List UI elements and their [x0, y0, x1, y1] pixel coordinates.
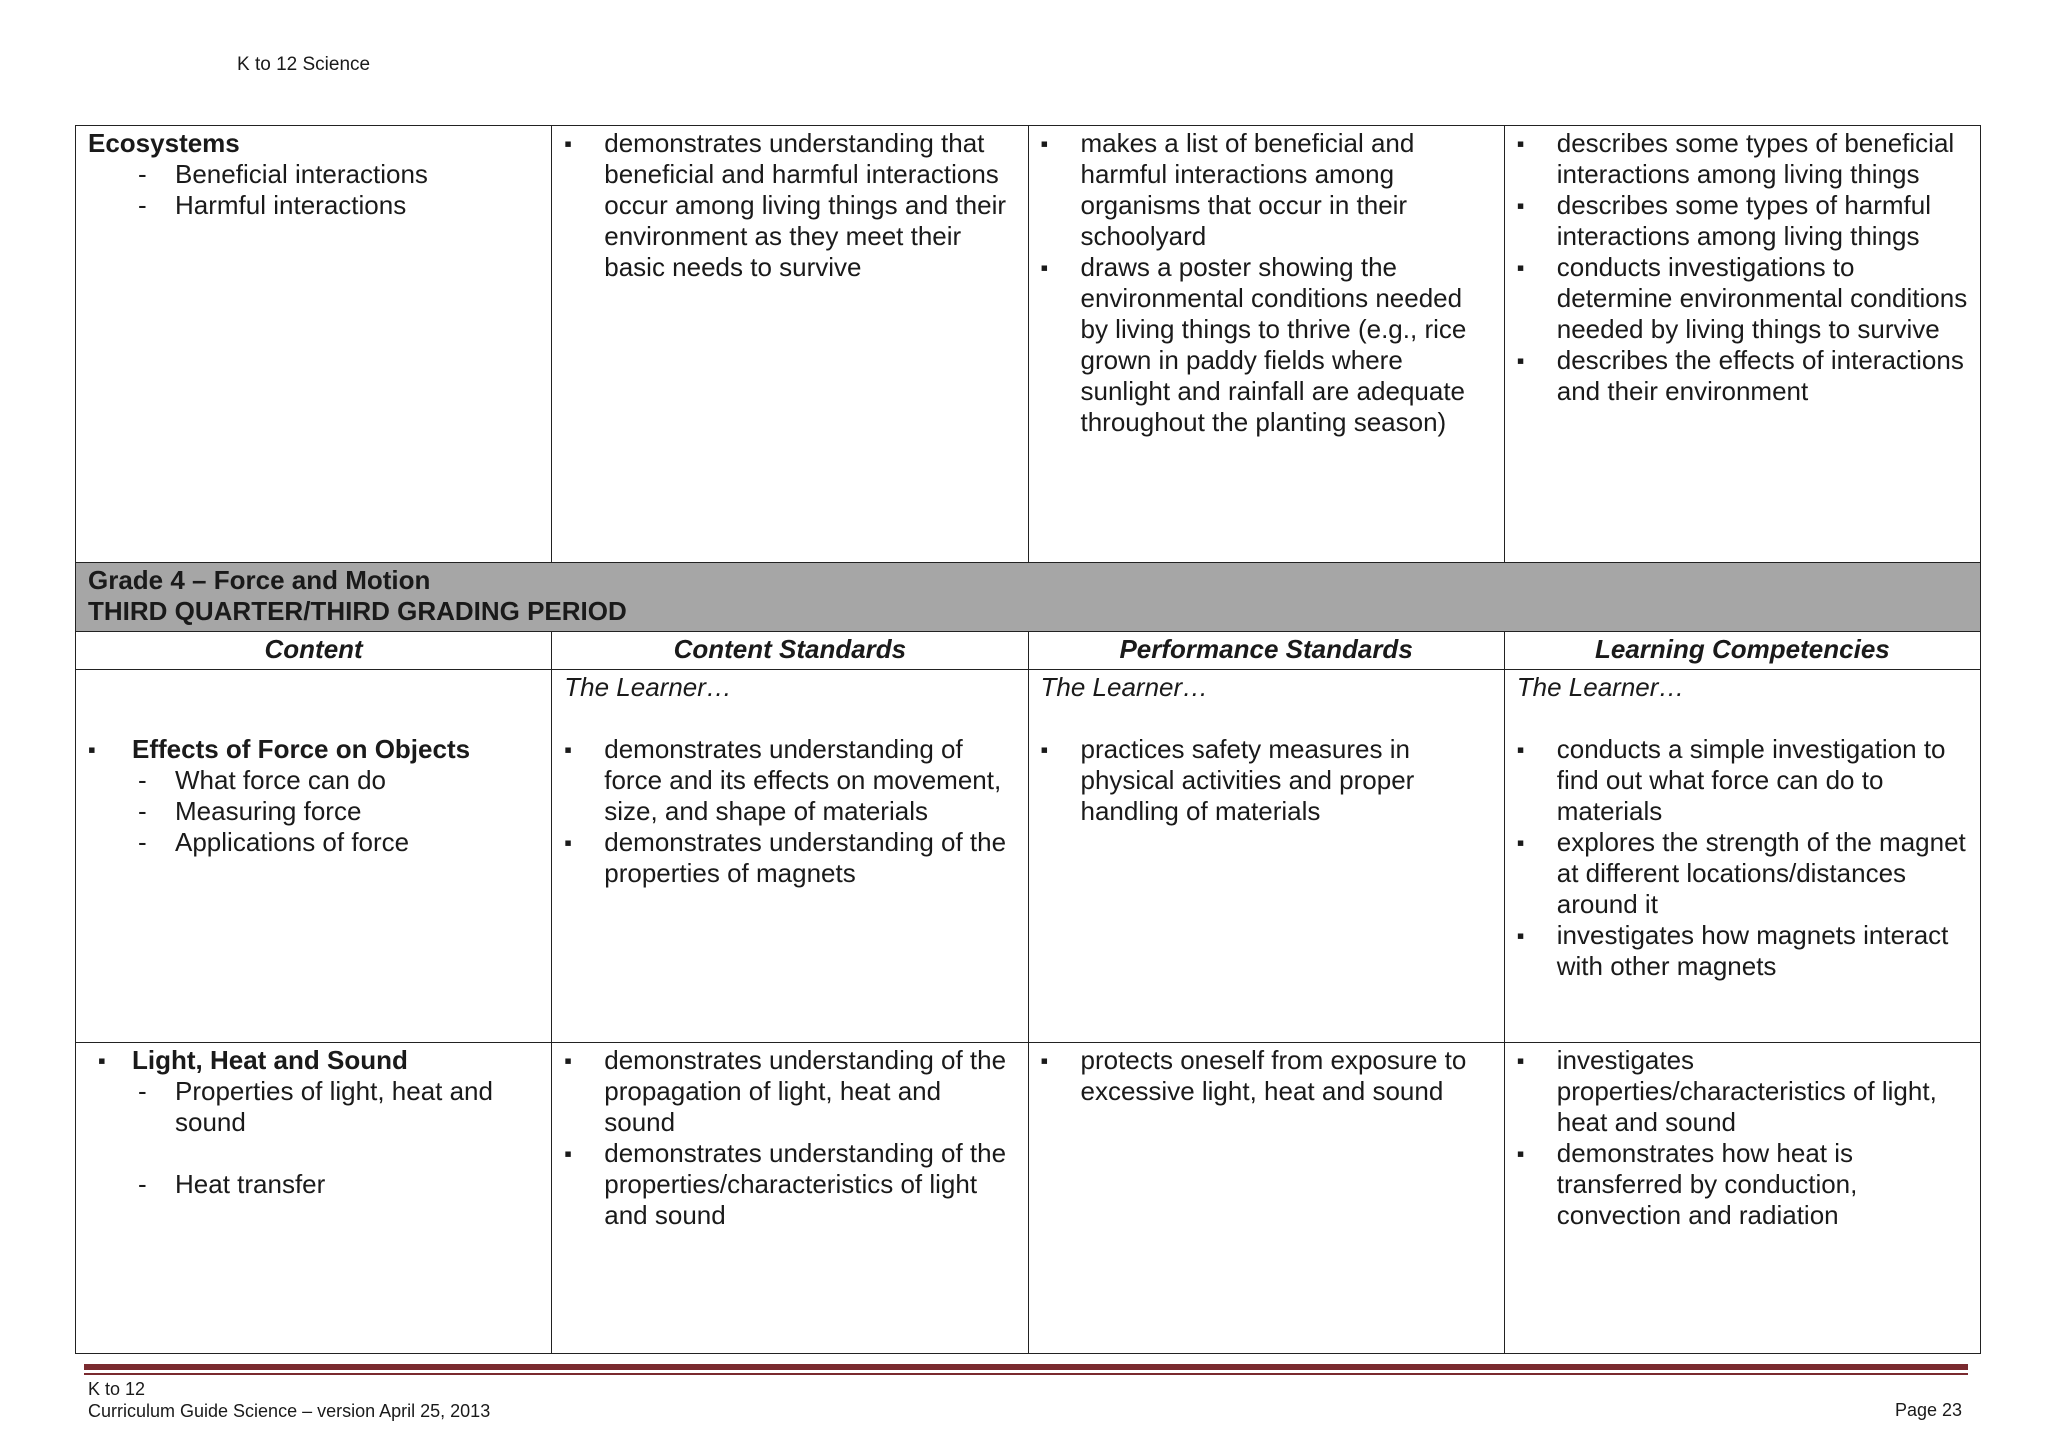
list-item: ▪ makes a list of beneficial and harmful interactions among organisms that occur in their schoolyard [1041, 128, 1492, 252]
performance-standards-list [1041, 734, 1492, 827]
list-item: ▪ demonstrates understanding of the properties of magnets [564, 827, 1015, 889]
force-content-cell [76, 670, 552, 1043]
grade-band [76, 563, 1981, 632]
force-content-standards-cell [552, 670, 1028, 1043]
light-performance-standards-cell [1028, 1043, 1504, 1354]
curriculum-table [75, 125, 1981, 1354]
light-content-standards-cell [552, 1043, 1028, 1354]
learner-label: The Learner… [1040, 672, 1209, 702]
learner-label: The Learner… [1516, 672, 1685, 702]
ecosystems-performance-standards-cell [1028, 126, 1504, 563]
list-item: ▪ demonstrates how heat is transferred by conduction, convection and radiation [1517, 1138, 1968, 1231]
competencies-list [1517, 1045, 1968, 1231]
light-row [76, 1043, 1981, 1354]
grading-period-title: THIRD QUARTER/THIRD GRADING PERIOD [88, 596, 627, 626]
learner-label: The Learner… [564, 672, 732, 702]
footer-rule-thin [84, 1373, 1968, 1375]
light-title: ▪ Light, Heat and Sound [98, 1045, 539, 1076]
column-header-row [76, 632, 1981, 670]
list-item: ▪ protects oneself from exposure to excessive light, heat and sound [1041, 1045, 1492, 1107]
list-item: ▪ investigates properties/characteristics of light, heat and sound [1517, 1045, 1968, 1138]
list-item: ▪ explores the strength of the magnet at different locations/distances around it [1517, 827, 1968, 920]
content-standards-list [564, 1045, 1015, 1231]
list-item: ▪ demonstrates understanding that beneficial and harmful interactions occur among living things and their environment as they meet their basic needs to survive [564, 128, 1015, 283]
content-standards-list [564, 128, 1015, 283]
list-item: ▪ draws a poster showing the environmental conditions needed by living things to thrive (e.g., rice grown in paddy fields where sunlight and rainfall are adequate throughout the planting season) [1041, 252, 1492, 438]
column-header: Content Standards [552, 632, 1028, 670]
force-row [76, 670, 1981, 1043]
column-header: Learning Competencies [1504, 632, 1980, 670]
grade-band-title: Grade 4 – Force and Motion [88, 565, 431, 595]
force-performance-standards-cell [1028, 670, 1504, 1043]
competencies-list [1517, 128, 1968, 407]
list-item: ▪ conducts a simple investigation to find out what force can do to materials [1517, 734, 1968, 827]
column-header: Content [76, 632, 552, 670]
grade-band-row [76, 563, 1981, 632]
list-item: ▪ describes some types of harmful interactions among living things [1517, 190, 1968, 252]
footer-version: Curriculum Guide Science – version April 25, 2013 [88, 1401, 491, 1421]
footer [88, 1378, 490, 1422]
subtopic-item: - Measuring force [138, 796, 539, 827]
footer-program: K to 12 [88, 1379, 146, 1399]
performance-standards-list [1041, 1045, 1492, 1107]
ecosystems-row [76, 126, 1981, 563]
light-topic-list [88, 1045, 539, 1076]
ecosystems-content-cell [76, 126, 552, 563]
competencies-list [1517, 734, 1968, 982]
list-item: ▪ describes some types of beneficial interactions among living things [1517, 128, 1968, 190]
subtopic-item: - Beneficial interactions [138, 159, 539, 190]
subtopic-item: - Harmful interactions [138, 190, 539, 221]
page-number: Page 23 [1895, 1400, 1963, 1420]
list-item: ▪ demonstrates understanding of the propagation of light, heat and sound [564, 1045, 1015, 1138]
ecosystems-subtopics [88, 159, 539, 221]
ecosystems-title: Ecosystems [88, 128, 240, 158]
list-item: ▪ describes the effects of interactions and their environment [1517, 345, 1968, 407]
subtopic-item: - What force can do [138, 765, 539, 796]
force-title: ▪ Effects of Force on Objects [88, 734, 539, 765]
list-item: ▪ demonstrates understanding of force and its effects on movement, size, and shape of materials [564, 734, 1015, 827]
page-header: K to 12 Science [237, 54, 371, 75]
light-content-cell [76, 1043, 552, 1354]
subtopic-item: - Heat transfer [138, 1169, 539, 1200]
subtopic-item: - Properties of light, heat and sound [138, 1076, 539, 1138]
list-item: ▪ investigates how magnets interact with other magnets [1517, 920, 1968, 982]
content-standards-list [564, 734, 1015, 889]
force-topic-list [88, 734, 539, 765]
column-header: Performance Standards [1028, 632, 1504, 670]
subtopic-item: - Applications of force [138, 827, 539, 858]
footer-rule [84, 1364, 1968, 1370]
ecosystems-content-standards-cell [552, 126, 1028, 563]
light-competencies-cell [1504, 1043, 1980, 1354]
force-subtopics [88, 765, 539, 858]
force-competencies-cell [1504, 670, 1980, 1043]
list-item: ▪ demonstrates understanding of the properties/characteristics of light and sound [564, 1138, 1015, 1231]
ecosystems-competencies-cell [1504, 126, 1980, 563]
list-item: ▪ practices safety measures in physical activities and proper handling of materials [1041, 734, 1492, 827]
performance-standards-list [1041, 128, 1492, 438]
list-item: ▪ conducts investigations to determine environmental conditions needed by living things to survive [1517, 252, 1968, 345]
light-subtopics [88, 1076, 539, 1200]
